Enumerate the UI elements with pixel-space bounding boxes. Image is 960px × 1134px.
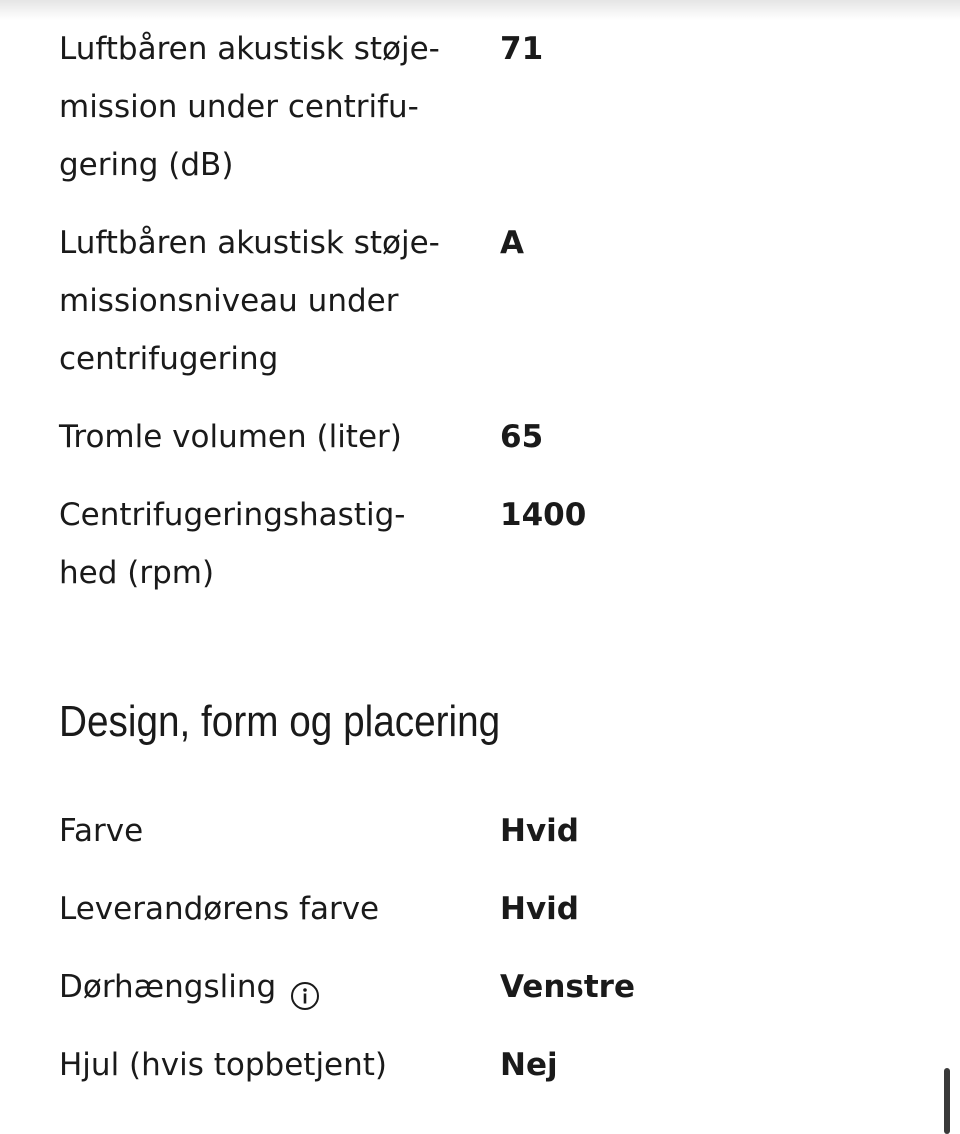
section-title-design: Design, form og placering: [59, 697, 501, 746]
spec-value: A: [500, 225, 524, 261]
spec-row-noise-level: [59, 214, 919, 388]
spec-row-noise-db: [59, 20, 919, 194]
spec-label: Tromle volumen (liter): [59, 419, 402, 455]
scrollbar-thumb[interactable]: [944, 1068, 950, 1134]
spec-value: Hvid: [500, 891, 579, 927]
spec-value: Venstre: [500, 969, 635, 1005]
spec-label: Hjul (hvis topbetjent): [59, 1047, 388, 1083]
spec-row-drum-volume: [59, 408, 919, 466]
spec-label: Farve: [59, 813, 144, 849]
spec-label: Dørhængsling: [59, 958, 500, 1016]
spec-value: 65: [500, 419, 544, 455]
spec-table-noise: [59, 20, 919, 602]
spec-value: Hvid: [500, 813, 579, 849]
spec-label: Centrifugeringshastig- hed (rpm): [59, 497, 406, 591]
spec-table-design: [59, 802, 919, 1094]
spec-value: Nej: [500, 1047, 558, 1083]
spec-label: Luftbåren akustisk støje- missionsniveau under centrifugering: [59, 225, 440, 377]
spec-value: 1400: [500, 497, 587, 533]
spec-row-door-hinge: [59, 958, 919, 1016]
spec-label: Luftbåren akustisk støje- mission under centrifu- gering (dB): [59, 31, 440, 183]
top-scroll-shadow: [0, 0, 960, 20]
spec-value: 71: [500, 31, 544, 67]
info-circle-icon[interactable]: [290, 972, 320, 1002]
spec-row-spin-speed: [59, 486, 919, 602]
spec-label: Leverandørens farve: [59, 891, 380, 927]
spec-row-supplier-color: [59, 880, 919, 938]
spec-row-color: [59, 802, 919, 860]
spec-row-wheels: [59, 1036, 919, 1094]
